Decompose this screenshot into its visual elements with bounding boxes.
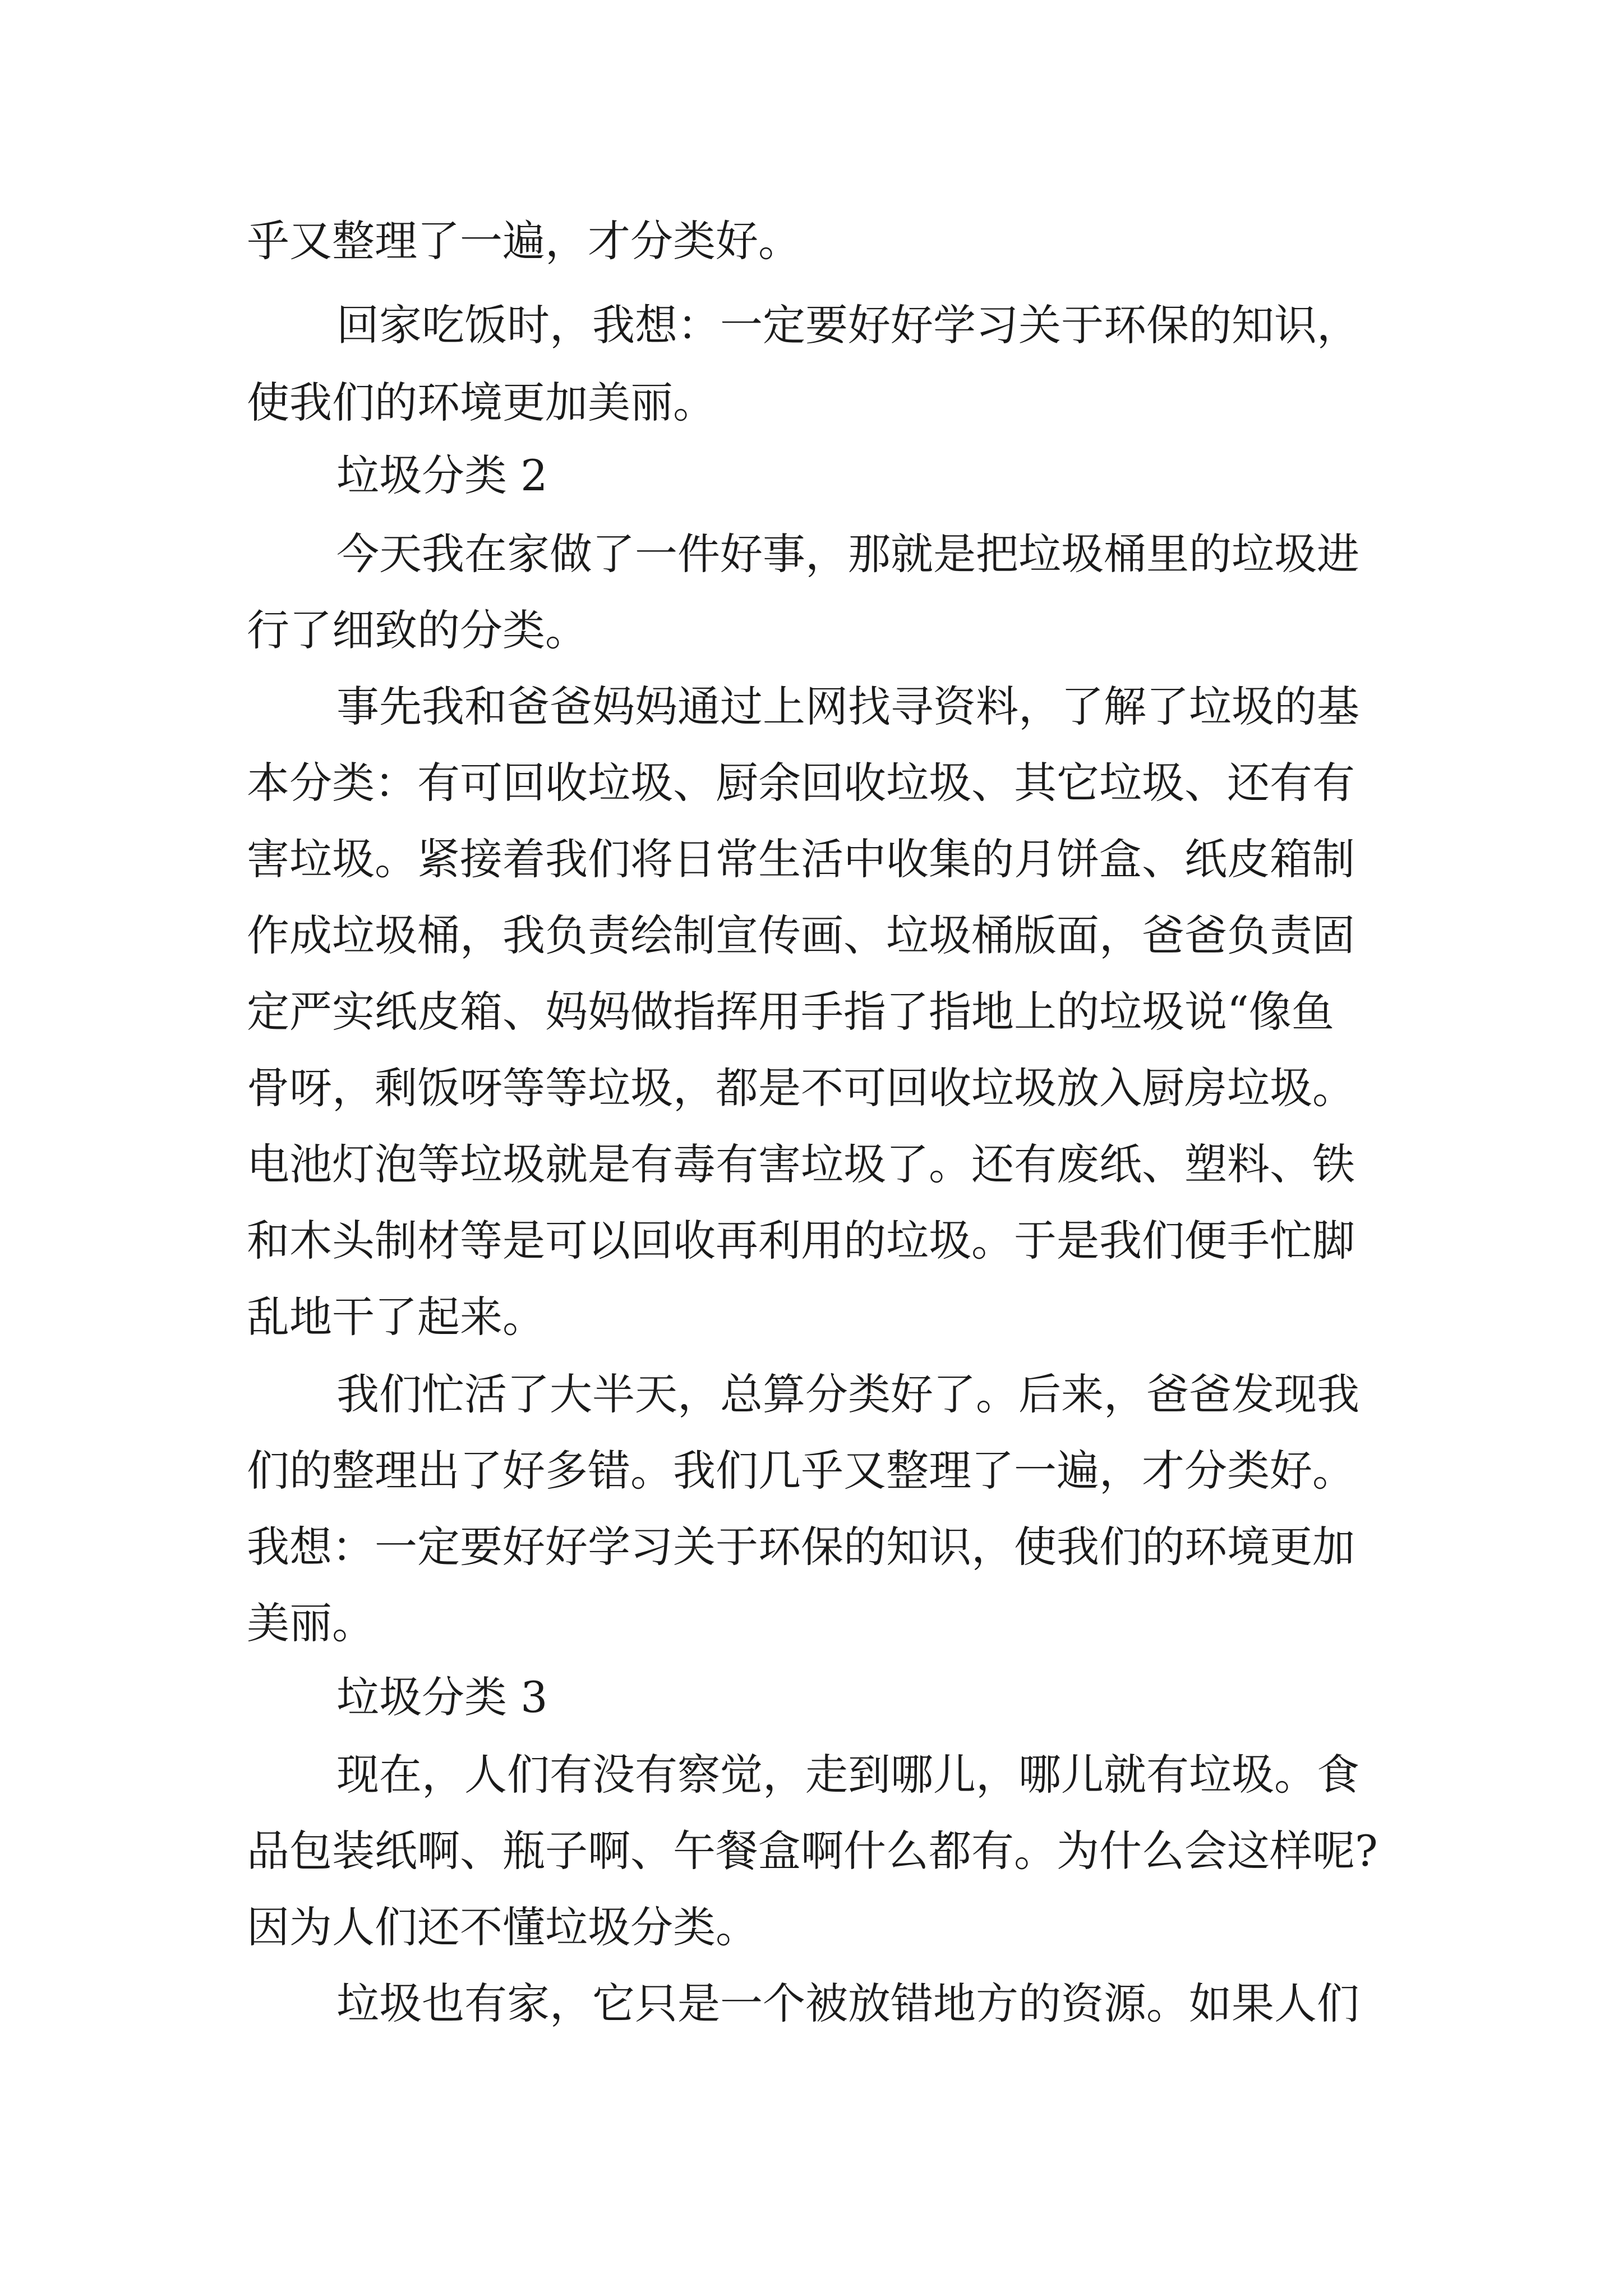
text-line: 品包装纸啊、瓶子啊、午餐盒啊什么都有。为什么会这样呢? — [247, 1826, 1378, 1876]
text-line: 定严实纸皮箱、妈妈做指挥用手指了指地上的垃圾说“像鱼 — [247, 987, 1334, 1037]
section-heading: 垃圾分类 3 — [336, 1672, 548, 1722]
text-line: 作成垃圾桶，我负责绘制宣传画、垃圾桶版面，爸爸负责固 — [247, 910, 1355, 960]
text-line: 本分类：有可回收垃圾、厨余回收垃圾、其它垃圾、还有有 — [247, 758, 1355, 808]
section-heading: 垃圾分类 2 — [336, 450, 548, 500]
paragraph-first-line: 垃圾也有家，它只是一个被放错地方的资源。如果人们 — [336, 1978, 1359, 2028]
text-line: 我想：一定要好好学习关于环保的知识，使我们的环境更加 — [247, 1522, 1355, 1572]
text-line: 骨呀，剩饭呀等等垃圾，都是不可回收垃圾放入厨房垃圾。 — [247, 1063, 1355, 1113]
text-line: 美丽。 — [247, 1598, 375, 1648]
text-line: 乱地干了起来。 — [247, 1292, 545, 1342]
text-line: 行了细致的分类。 — [247, 605, 588, 655]
text-line: 乎又整理了一遍，才分类好。 — [247, 216, 801, 266]
paragraph-first-line: 今天我在家做了一件好事，那就是把垃圾桶里的垃圾进 — [336, 529, 1359, 579]
paragraph-first-line: 我们忙活了大半天，总算分类好了。后来，爸爸发现我 — [336, 1369, 1359, 1419]
text-line: 使我们的环境更加美丽。 — [247, 378, 716, 427]
text-line: 害垃圾。紧接着我们将日常生活中收集的月饼盒、纸皮箱制 — [247, 834, 1355, 884]
paragraph-first-line: 事先我和爸爸妈妈通过上网找寻资料，了解了垃圾的基 — [336, 682, 1359, 731]
paragraph-first-line: 现在，人们有没有察觉，走到哪儿，哪儿就有垃圾。食 — [336, 1750, 1359, 1800]
text-line: 和木头制材等是可以回收再利用的垃圾。于是我们便手忙脚 — [247, 1216, 1355, 1266]
text-line: 因为人们还不懂垃圾分类。 — [247, 1902, 758, 1952]
text-line: 电池灯泡等垃圾就是有毒有害垃圾了。还有废纸、塑料、铁 — [247, 1139, 1355, 1189]
paragraph-first-line: 回家吃饭时，我想：一定要好好学习关于环保的知识， — [336, 300, 1359, 350]
text-line: 们的整理出了好多错。我们几乎又整理了一遍，才分类好。 — [247, 1446, 1355, 1496]
